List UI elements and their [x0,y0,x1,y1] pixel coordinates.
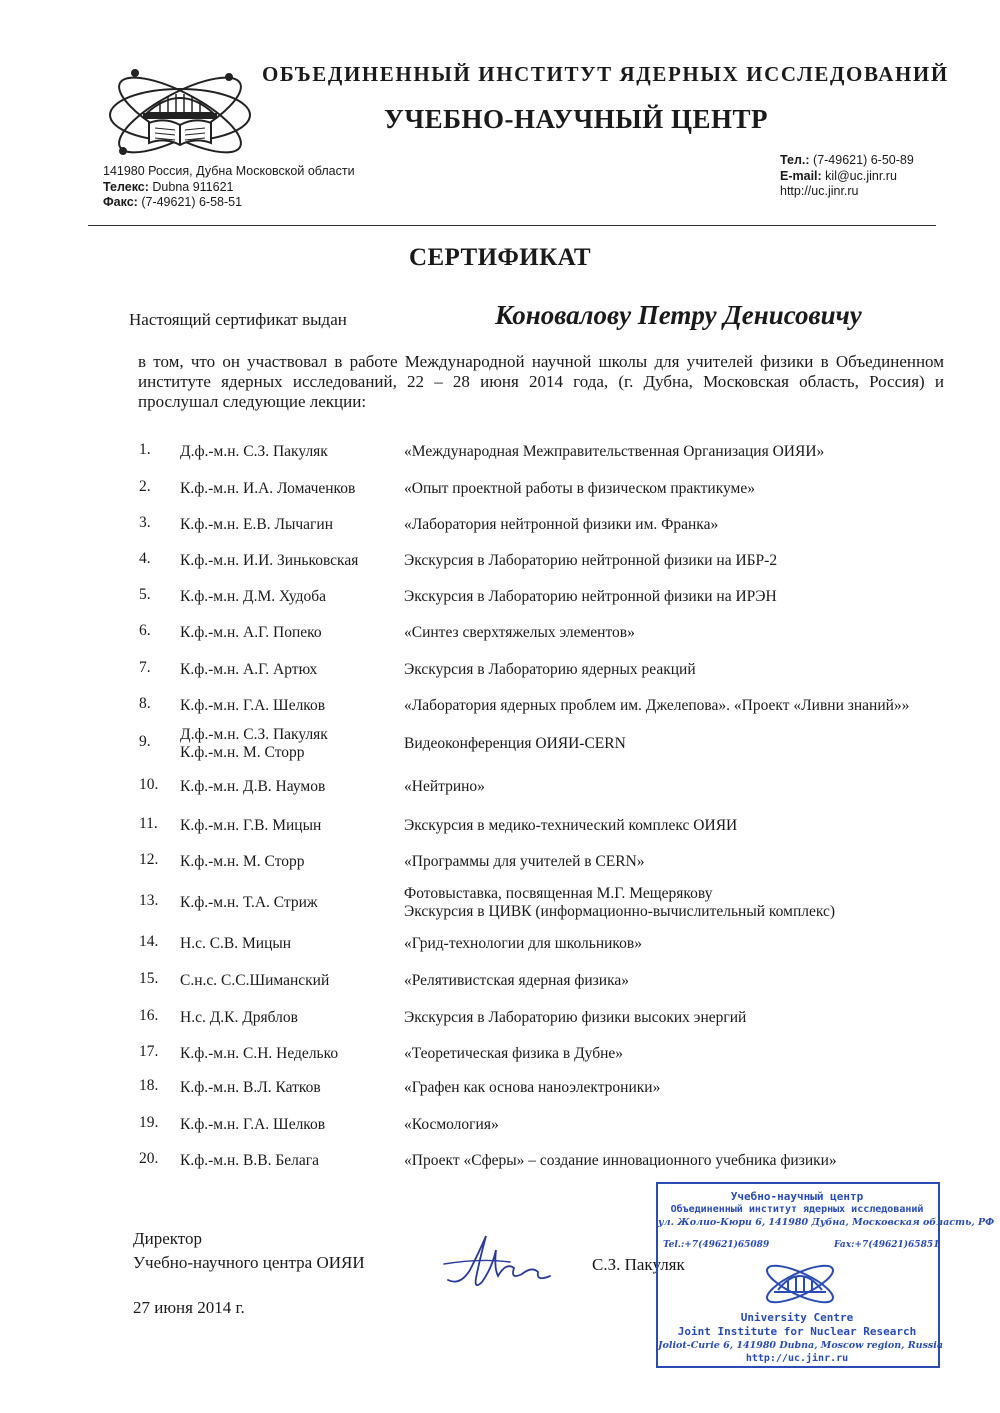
lecture-number: 17. [139,1043,159,1060]
lecture-topic: «Лаборатория ядерных проблем им. Джелепова». «Проект «Ливни знаний»» [404,697,910,714]
organization-name: ОБЪЕДИНЕННЫЙ ИНСТИТУТ ЯДЕРНЫХ ИССЛЕДОВАНИЙ [262,62,949,86]
intro-paragraph: в том, что он участвовал в работе Международной научной школы для учителей физики в Объединенном институте ядерных исследований, 22 – 28 июня 2014 года, (г. Дубна, Московская область, Россия) и прослушал следующие лекции: [138,352,944,411]
lecture-number: 12. [139,851,159,868]
lecturer-name: К.ф.-м.н. Т.А. Стриж [180,894,318,911]
lecture-number: 20. [139,1150,159,1167]
lecture-number: 15. [139,970,159,987]
lecture-number: 3. [139,514,151,531]
issued-text: Настоящий сертификат выдан [129,310,347,329]
lecture-topic: «Синтез сверхтяжелых элементов» [404,624,635,641]
lecturer-name: К.ф.-м.н. Г.В. Мицын [180,817,322,834]
lecture-topic: Экскурсия в Лабораторию ядерных реакций [404,661,696,678]
lecture-number: 1. [139,441,151,458]
tel-value: (7-49621) 6-50-89 [813,153,914,167]
lecturer-name: К.ф.-м.н. В.Л. Катков [180,1079,321,1096]
lecturer-name: К.ф.-м.н. И.И. Зиньковская [180,552,359,569]
lecture-number: 4. [139,550,151,567]
stamp-line-website: http://uc.jinr.ru [745,1353,849,1364]
lecture-topic: «Нейтрино» [404,778,485,795]
stamp-tel: Tel.:+7(49621)65089 [663,1240,770,1250]
email-value: kil@uc.jinr.ru [825,168,897,183]
lecture-topic: «Опыт проектной работы в физическом практикуме» [404,480,755,497]
recipient-name: Коновалову Петру Денисовичу [495,300,862,330]
telex-value: Dubna 911621 [152,179,234,194]
lecture-number: 11. [139,815,158,832]
stamp-building-icon [760,1254,840,1310]
lecture-number: 13. [139,892,159,909]
stamp-line-en-address: Joliot-Curie 6, 141980 Dubna, Moscow region, Russia [658,1340,944,1351]
tel-label: Тел.: [780,153,810,167]
certificate-title: СЕРТИФИКАТ [408,244,591,271]
stamp-fax: Fax:+7(49621)65851 [834,1240,940,1250]
lecture-number: 6. [139,622,151,639]
lecture-topic: «Релятивистская ядерная физика» [404,972,629,989]
lecture-number: 9. [139,733,151,750]
lecture-topic: «Программы для учителей в CERN» [404,853,645,870]
center-name: УЧЕБНО-НАУЧНЫЙ ЦЕНТР [384,104,769,134]
lecturer-name: К.ф.-м.н. А.Г. Попеко [180,624,322,641]
lecturer-name: К.ф.-м.н. Д.М. Худоба [180,588,327,605]
lecturer-name: К.ф.-м.н. Г.А. Шелков [180,1116,326,1133]
lecture-topic: Видеоконференция ОИЯИ-CERN [404,735,626,752]
lecturer-name: К.ф.-м.н. С.Н. Неделько [180,1045,339,1062]
lecture-topic: Экскурсия в медико-технический комплекс ОИЯИ [404,817,738,834]
director-organization: Учебно-научного центра ОИЯИ [133,1253,365,1272]
lecture-topic: «Проект «Сферы» – создание инновационного учебника физики» [404,1152,837,1169]
telex-label: Телекс: [103,179,149,194]
lecture-number: 2. [139,478,151,495]
lecturer-name: Д.ф.-м.н. С.З. Пакуляк [180,726,328,743]
lecture-topic: Экскурсия в Лабораторию нейтронной физики на ИБР-2 [404,552,778,569]
lecture-number: 7. [139,659,151,676]
postal-address: 141980 Россия, Дубна Московской области [103,164,355,178]
lecture-topic: «Лаборатория нейтронной физики им. Франка» [404,516,719,533]
lecture-number: 14. [139,933,159,950]
stamp-line-en-institute: Joint Institute for Nuclear Research [677,1325,917,1338]
lecture-topic: Экскурсия в Лабораторию нейтронной физики на ИРЭН [404,588,777,605]
lecture-topic: «Международная Межправительственная Организация ОИЯИ» [404,443,825,460]
lecturer-name: К.ф.-м.н. Е.В. Лычагин [180,516,334,533]
lecturer-name: К.ф.-м.н. Д.В. Наумов [180,778,326,795]
stamp-line-center: Учебно-научный центр [730,1190,864,1203]
director-title: Директор [133,1229,202,1248]
lecture-number: 18. [139,1077,159,1094]
lecturer-name: К.ф.-м.н. М. Сторр [180,853,305,870]
fax-label: Факс: [103,195,138,209]
lecturer-name: С.н.с. С.С.Шиманский [180,972,330,989]
email-label: E-mail: [780,168,822,183]
lecture-number: 19. [139,1114,159,1131]
handwritten-signature [440,1228,560,1298]
lecture-topic: «Теоретическая физика в Дубне» [404,1045,624,1062]
lecturer-name: К.ф.-м.н. А.Г. Артюх [180,661,318,678]
lecture-topic: Фотовыставка, посвященная М.Г. Мещерякову [404,885,713,902]
stamp-line-address-ru: ул. Жолио-Кюри 6, 141980 Дубна, Московская область, РФ [658,1217,995,1228]
website: http://uc.jinr.ru [780,184,859,198]
lecturer-name: Д.ф.-м.н. С.З. Пакуляк [180,443,328,460]
lecturer-name: К.ф.-м.н. М. Сторр [180,744,305,761]
lecture-topic: «Графен как основа наноэлектроники» [404,1079,661,1096]
lecture-topic: «Грид-технологии для школьников» [404,935,642,952]
lecture-topic: «Космология» [404,1116,499,1133]
lecturer-name: К.ф.-м.н. Г.А. Шелков [180,697,326,714]
issue-date: 27 июня 2014 г. [133,1298,245,1317]
stamp-line-institute: Объединенный институт ядерных исследований [670,1204,924,1215]
lecture-number: 5. [139,586,151,603]
lecturer-name: Н.с. Д.К. Дряблов [180,1009,298,1026]
lecture-number: 8. [139,695,151,712]
lecture-topic: Экскурсия в ЦИВК (информационно-вычислительный комплекс) [404,903,836,920]
fax-value: (7-49621) 6-58-51 [141,195,243,209]
stamp-line-en-centre: University Centre [740,1311,854,1324]
signer-name: С.З. Пакуляк [592,1255,685,1274]
lecturer-name: К.ф.-м.н. И.А. Ломаченков [180,480,356,497]
lecturer-name: К.ф.-м.н. В.В. Белага [180,1152,319,1169]
lecture-topic: Экскурсия в Лабораторию физики высоких энергий [404,1009,747,1026]
lecturer-name: Н.с. С.В. Мицын [180,935,292,952]
lecture-number: 16. [139,1007,159,1024]
lecture-number: 10. [139,776,159,793]
